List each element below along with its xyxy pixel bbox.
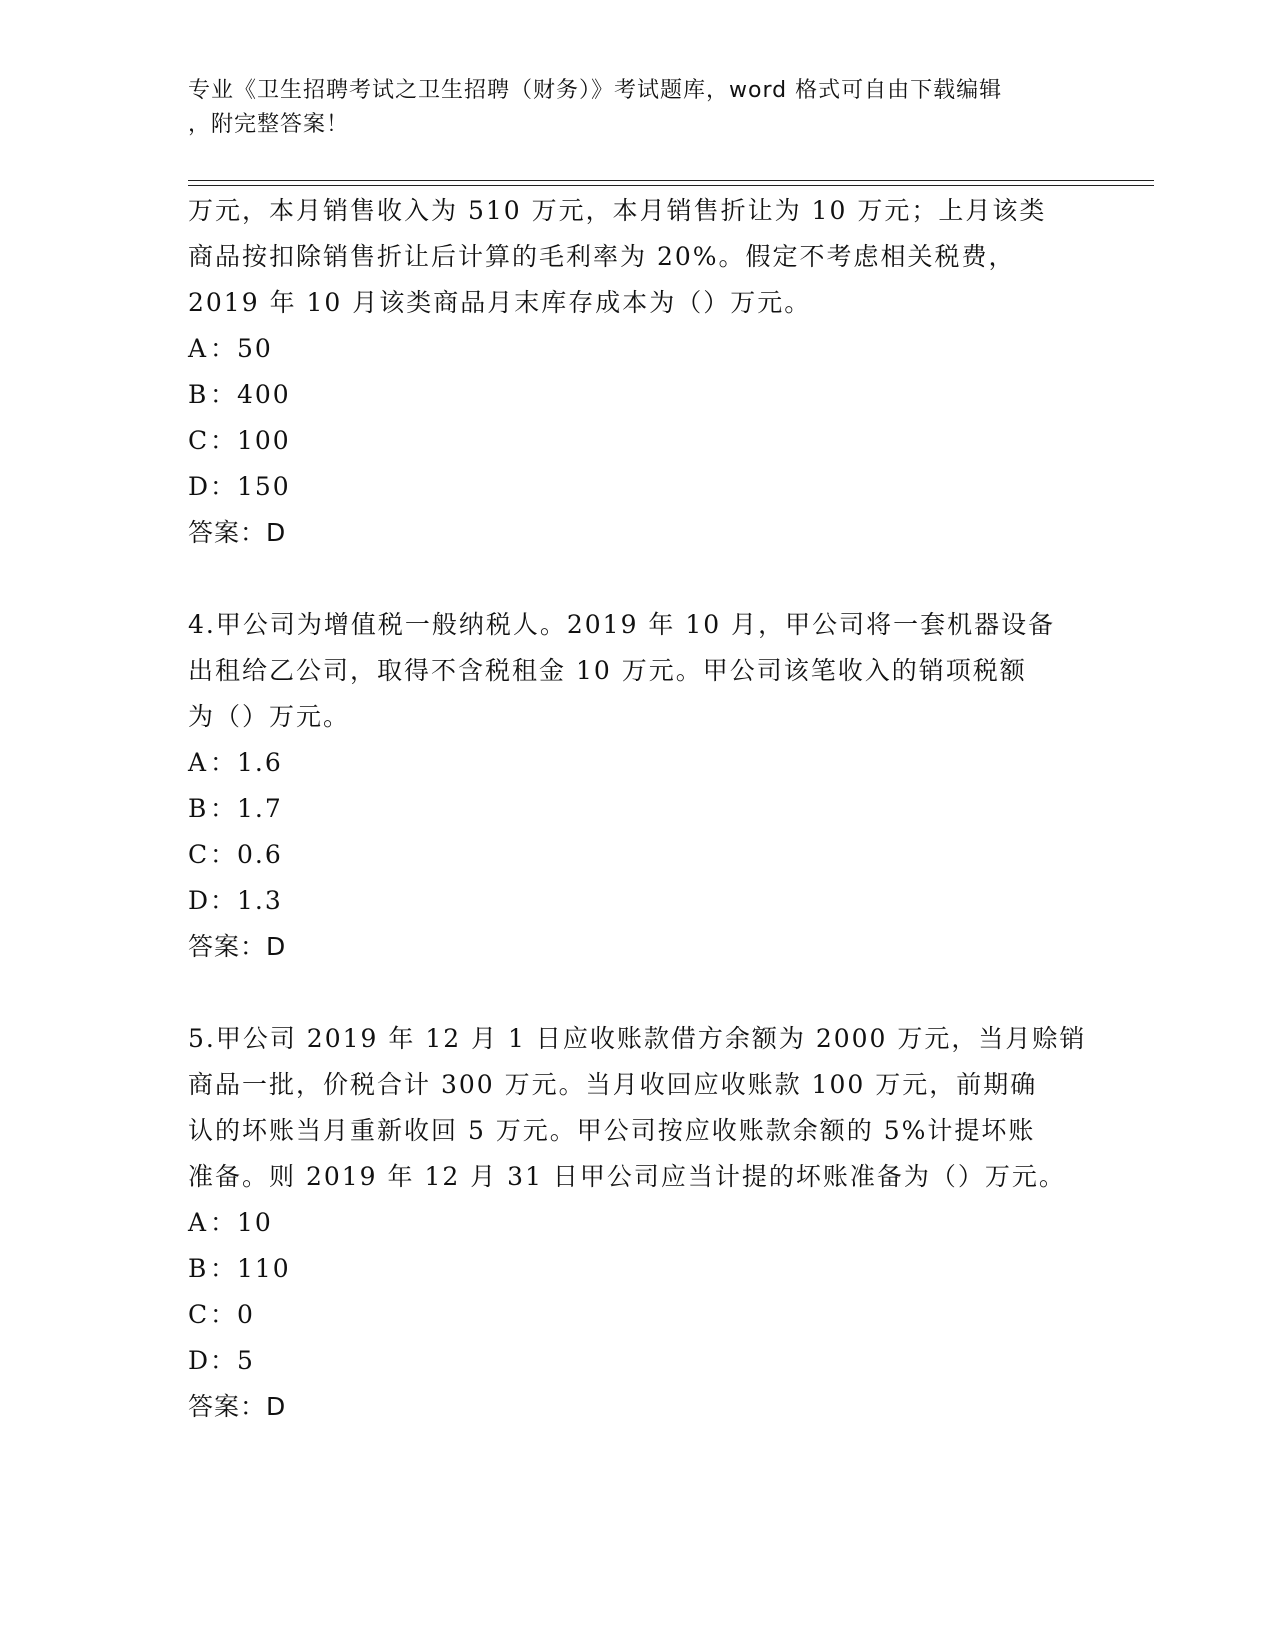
option-letter: A xyxy=(188,334,209,363)
option-letter: D xyxy=(188,472,211,501)
option-text: ：0.6 xyxy=(210,840,283,869)
option-text: ：1.6 xyxy=(210,748,283,777)
header-divider-top xyxy=(188,180,1154,181)
question-4-text-line-1: 4.甲公司为增值税一般纳税人。2019 年 10 月，甲公司将一套机器设备 xyxy=(188,610,1056,639)
spacer xyxy=(188,970,1088,1016)
question-3-option-d xyxy=(188,464,1088,510)
option-text: ：110 xyxy=(210,1254,291,1283)
question-4-answer: 答案：D xyxy=(188,932,287,961)
question-5-answer: 答案：D xyxy=(188,1392,287,1421)
option-text: ：100 xyxy=(210,426,291,455)
option-text: ：10 xyxy=(210,1208,273,1237)
question-5-text-line-2: 商品一批，价税合计 300 万元。当月收回应收账款 100 万元，前期确 xyxy=(188,1070,1038,1099)
option-text: ：5 xyxy=(210,1346,255,1375)
question-3-text-line-3: 2019 年 10 月该类商品月末库存成本为（）万元。 xyxy=(188,288,812,317)
header-title-line-2: ，附完整答案！ xyxy=(188,112,350,137)
option-letter: A xyxy=(188,1208,209,1237)
option-text: ：50 xyxy=(210,334,273,363)
spacer xyxy=(188,556,1088,602)
question-3-option-c xyxy=(188,418,1088,464)
header-title-line-1: 专业《卫生招聘考试之卫生招聘（财务）》考试题库，word 格式可自由下载编辑 xyxy=(188,78,1003,103)
question-list xyxy=(188,188,1088,1430)
option-letter: B xyxy=(188,380,209,409)
question-5-option-c xyxy=(188,1292,1088,1338)
question-5-text-line-4: 准备。则 2019 年 12 月 31 日甲公司应当计提的坏账准备为（）万元。 xyxy=(188,1162,1066,1191)
question-3-option-b xyxy=(188,372,1088,418)
question-4-option-b xyxy=(188,786,1088,832)
option-letter: D xyxy=(188,886,211,915)
option-letter: C xyxy=(188,840,210,869)
option-text: ：1.7 xyxy=(210,794,283,823)
question-5 xyxy=(188,1016,1088,1430)
header-divider-bottom xyxy=(188,185,1154,186)
question-4-text-line-3: 为（）万元。 xyxy=(188,702,351,731)
question-4-option-a xyxy=(188,740,1088,786)
question-3 xyxy=(188,188,1088,556)
option-text: ：1.3 xyxy=(210,886,283,915)
option-text: ：400 xyxy=(210,380,291,409)
question-3-text-line-2: 商品按扣除销售折让后计算的毛利率为 20%。假定不考虑相关税费， xyxy=(188,242,1016,271)
option-letter: C xyxy=(188,426,210,455)
option-text: ：150 xyxy=(210,472,291,501)
question-4-option-d xyxy=(188,878,1088,924)
option-letter: B xyxy=(188,1254,209,1283)
question-5-option-a xyxy=(188,1200,1088,1246)
option-letter: A xyxy=(188,748,209,777)
question-3-text-line-1: 万元，本月销售收入为 510 万元，本月销售折让为 10 万元；上月该类 xyxy=(188,196,1047,225)
question-5-option-b xyxy=(188,1246,1088,1292)
option-letter: B xyxy=(188,794,209,823)
option-letter: C xyxy=(188,1300,210,1329)
option-text: ：0 xyxy=(210,1300,255,1329)
document-header xyxy=(188,74,1068,142)
question-5-option-d xyxy=(188,1338,1088,1384)
question-3-answer: 答案：D xyxy=(188,518,287,547)
option-letter: D xyxy=(188,1346,211,1375)
question-4-text-line-2: 出租给乙公司，取得不含税租金 10 万元。甲公司该笔收入的销项税额 xyxy=(188,656,1027,685)
question-5-text-line-1: 5.甲公司 2019 年 12 月 1 日应收账款借方余额为 2000 万元，当月赊销 xyxy=(188,1024,1087,1053)
question-3-option-a xyxy=(188,326,1088,372)
question-4 xyxy=(188,602,1088,970)
question-5-text-line-3: 认的坏账当月重新收回 5 万元。甲公司按应收账款余额的 5%计提坏账 xyxy=(188,1116,1036,1145)
question-4-option-c xyxy=(188,832,1088,878)
